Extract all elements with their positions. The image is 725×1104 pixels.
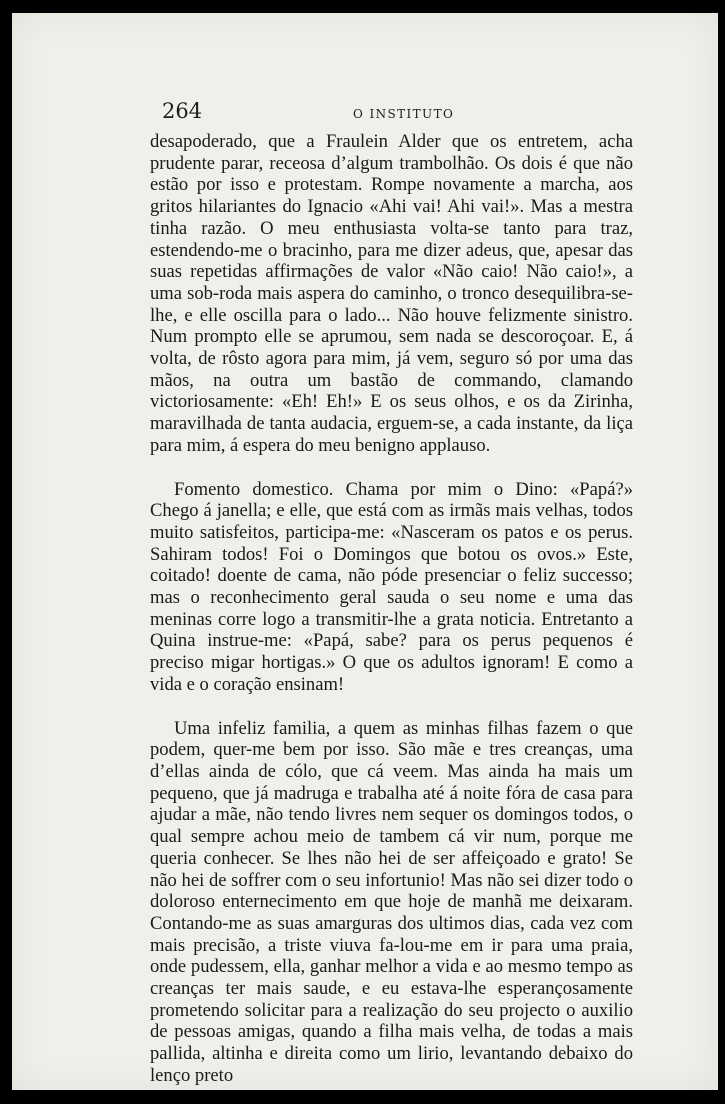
- paragraph-2: Fomento domestico. Chama por mim o Dino: «Papá?» Chego á janella; e elle, que está com as irmãs mais velhas, todos muito satisfeitos, participa-me: «Nasceram os patos e os perus. Sahiram todos! Foi o Domingos que botou os ovos.» Este, coitado! doente de cama, não póde presenciar o feliz successo; mas o reconhecimento geral sauda o seu nome e uma das meninas corre logo a transmitir-lhe a grata noticia. Entretanto a Quina instrue-me: «Papá, sabe? para os perus pequenos é preciso migar hortigas.» O que os adultos ignoram! E como a vida e o coração ensinam!: [150, 478, 633, 695]
- page-header: [162, 99, 642, 129]
- body-text: [150, 131, 633, 1087]
- paragraph-1: desapoderado, que a Fraulein Alder que os entretem, acha prudente parar, receosa d’algum trambolhão. Os dois é que não estão por isso e protestam. Rompe novamente a marcha, aos gritos hilariantes do Ignacio «Ahi vai! Ahi vai!». Mas a mestra tinha razão. O meu enthusiasta volta-se tanto para traz, estendendo-me o bracinho, para me dizer adeus, que, apesar das suas repetidas affirmações de valor «Não caio! Não caio!», a uma sob-roda mais aspera do caminho, o tronco desequilibra-se-lhe, e elle oscilla para o lado... Não houve felizmente sinistro. Num prompto elle se aprumou, sem nada se descoroçoar. E, á volta, de rôsto agora para mim, já vem, seguro só por uma das mãos, na outra um bastão de commando, clamando victoriosamente: «Eh! Eh!» E os seus olhos, e os da Zirinha, maravilhada de tanta audacia, erguem-se, a cada instante, da liça para mim, á espera do meu benigno applauso.: [150, 131, 633, 456]
- running-head: O INSTITUTO: [353, 107, 455, 121]
- page-number: 264: [162, 99, 203, 123]
- paragraph-3: Uma infeliz familia, a quem as minhas filhas fazem o que podem, quer-me bem por isso. São mãe e tres creanças, uma d’ellas ainda de cólo, que cá veem. Mas ainda ha mais um pequeno, que já madruga e trabalha até á noite fóra de casa para ajudar a mãe, não tendo livres nem sequer os domingos todos, o qual sempre achou meio de tambem cá vir num, porque me queria conhecer. Se lhes não hei de ser affeiçoado e grato! Se não hei de soffrer com o seu infortunio! Mas não sei dizer todo o doloroso enternecimento em que hoje de manhã me deixaram. Contando-me as suas amarguras dos ultimos dias, cada vez com mais precisão, a triste viuva fa-lou-me em ir para uma praia, onde pudessem, ella, ganhar melhor a vida e ao mesmo tempo as creanças ter mais saude, e eu estava-lhe esperançosamente prometendo solicitar para a realização do seu projecto o auxilio de pessoas amigas, quando a filha mais velha, de todas a mais pallida, altinha e direita como um lirio, levantando debaixo do lenço preto: [150, 717, 633, 1086]
